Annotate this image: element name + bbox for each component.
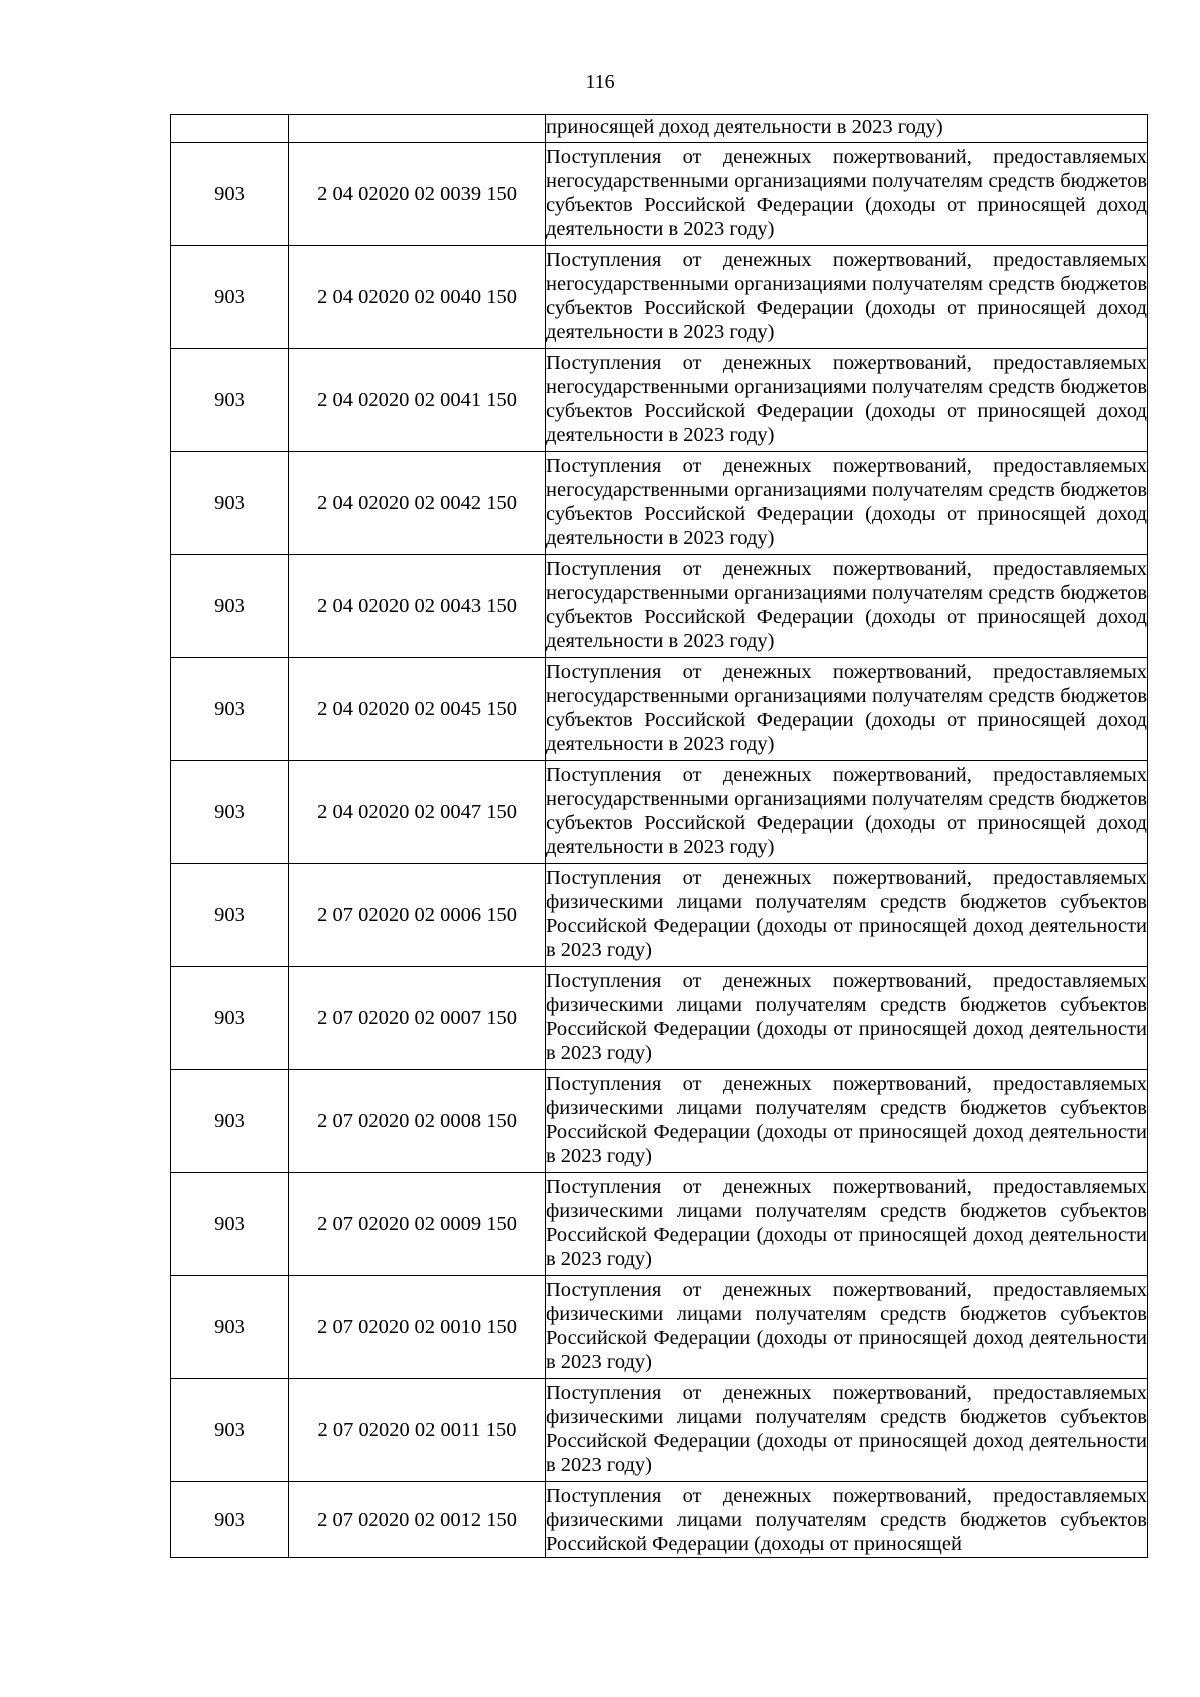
budget-code-cell: 2 04 02020 02 0041 150 xyxy=(289,349,546,452)
description-cell xyxy=(546,1173,1148,1276)
table-row xyxy=(171,452,1148,555)
description-cell xyxy=(546,555,1148,658)
description-text: Поступления от денежных пожертвований, предоставляемых физическими лицами получателям средств бюджетов субъектов Российской Федерации (доходы от приносящей доход деятельности в 2023 году) xyxy=(546,867,1147,961)
budget-code-cell: 2 04 02020 02 0040 150 xyxy=(289,246,546,349)
admin-code-cell: 903 xyxy=(171,1173,289,1276)
budget-code-cell: 2 04 02020 02 0042 150 xyxy=(289,452,546,555)
description-text: Поступления от денежных пожертвований, предоставляемых негосударственными организациями получателям средств бюджетов субъектов Российской Федерации (доходы от приносящей доход деятельности в 2023 году) xyxy=(546,661,1147,755)
budget-code-cell: 2 07 02020 02 0007 150 xyxy=(289,967,546,1070)
admin-code-cell: 903 xyxy=(171,555,289,658)
description-cell xyxy=(546,1276,1148,1379)
admin-code-cell xyxy=(171,115,289,143)
table-row xyxy=(171,1482,1148,1558)
table-row xyxy=(171,143,1148,246)
budget-code-cell: 2 04 02020 02 0045 150 xyxy=(289,658,546,761)
admin-code-cell: 903 xyxy=(171,658,289,761)
admin-code-cell: 903 xyxy=(171,1276,289,1379)
description-text: Поступления от денежных пожертвований, предоставляемых физическими лицами получателям средств бюджетов субъектов Российской Федерации (доходы от приносящей доход деятельности в 2023 году) xyxy=(546,1176,1147,1270)
description-cell xyxy=(546,658,1148,761)
description-text: Поступления от денежных пожертвований, предоставляемых физическими лицами получателям средств бюджетов субъектов Российской Федерации (доходы от приносящей доход деятельности в 2023 году) xyxy=(546,970,1147,1064)
admin-code-cell: 903 xyxy=(171,1379,289,1482)
table-row xyxy=(171,1173,1148,1276)
description-cell xyxy=(546,246,1148,349)
admin-code-cell: 903 xyxy=(171,246,289,349)
admin-code-cell: 903 xyxy=(171,452,289,555)
budget-code-cell: 2 04 02020 02 0039 150 xyxy=(289,143,546,246)
description-cell xyxy=(546,1379,1148,1482)
description-text: Поступления от денежных пожертвований, предоставляемых физическими лицами получателям средств бюджетов субъектов Российской Федерации (доходы от приносящей доход деятельности в 2023 году) xyxy=(546,1279,1147,1373)
description-cell xyxy=(546,864,1148,967)
budget-code-cell: 2 07 02020 02 0010 150 xyxy=(289,1276,546,1379)
description-text: Поступления от денежных пожертвований, предоставляемых негосударственными организациями получателям средств бюджетов субъектов Российской Федерации (доходы от приносящей доход деятельности в 2023 году) xyxy=(546,455,1147,549)
description-cell xyxy=(546,967,1148,1070)
table-row xyxy=(171,115,1148,143)
admin-code-cell: 903 xyxy=(171,864,289,967)
table-row xyxy=(171,1276,1148,1379)
admin-code-cell: 903 xyxy=(171,349,289,452)
table-row xyxy=(171,658,1148,761)
page-number: 116 xyxy=(585,71,615,93)
admin-code-cell: 903 xyxy=(171,761,289,864)
admin-code-cell: 903 xyxy=(171,1482,289,1558)
description-text: Поступления от денежных пожертвований, предоставляемых негосударственными организациями получателям средств бюджетов субъектов Российской Федерации (доходы от приносящей доход деятельности в 2023 году) xyxy=(546,764,1147,858)
admin-code-cell: 903 xyxy=(171,1070,289,1173)
table-row xyxy=(171,864,1148,967)
description-text: Поступления от денежных пожертвований, предоставляемых физическими лицами получателям средств бюджетов субъектов Российской Федерации (доходы от приносящей xyxy=(546,1485,1147,1555)
table-row xyxy=(171,967,1148,1070)
table-row xyxy=(171,555,1148,658)
description-text: Поступления от денежных пожертвований, предоставляемых негосударственными организациями получателям средств бюджетов субъектов Российской Федерации (доходы от приносящей доход деятельности в 2023 году) xyxy=(546,352,1147,446)
description-cell xyxy=(546,1482,1148,1558)
description-cell xyxy=(546,115,1148,143)
description-text: Поступления от денежных пожертвований, предоставляемых негосударственными организациями получателям средств бюджетов субъектов Российской Федерации (доходы от приносящей доход деятельности в 2023 году) xyxy=(546,558,1147,652)
description-text: Поступления от денежных пожертвований, предоставляемых физическими лицами получателям средств бюджетов субъектов Российской Федерации (доходы от приносящей доход деятельности в 2023 году) xyxy=(546,1382,1147,1476)
description-cell xyxy=(546,1070,1148,1173)
admin-code-cell: 903 xyxy=(171,143,289,246)
budget-code-cell: 2 04 02020 02 0047 150 xyxy=(289,761,546,864)
description-text: Поступления от денежных пожертвований, предоставляемых негосударственными организациями получателям средств бюджетов субъектов Российской Федерации (доходы от приносящей доход деятельности в 2023 году) xyxy=(546,249,1147,343)
description-text: приносящей доход деятельности в 2023 году) xyxy=(546,116,943,138)
description-cell xyxy=(546,452,1148,555)
budget-code-cell: 2 07 02020 02 0008 150 xyxy=(289,1070,546,1173)
budget-codes-table xyxy=(170,114,1148,1558)
budget-code-cell: 2 07 02020 02 0011 150 xyxy=(289,1379,546,1482)
table-row xyxy=(171,1379,1148,1482)
budget-code-cell: 2 04 02020 02 0043 150 xyxy=(289,555,546,658)
description-text: Поступления от денежных пожертвований, предоставляемых физическими лицами получателям средств бюджетов субъектов Российской Федерации (доходы от приносящей доход деятельности в 2023 году) xyxy=(546,1073,1147,1167)
table-row xyxy=(171,1070,1148,1173)
description-cell xyxy=(546,349,1148,452)
table-row xyxy=(171,349,1148,452)
description-cell xyxy=(546,761,1148,864)
budget-code-cell: 2 07 02020 02 0006 150 xyxy=(289,864,546,967)
admin-code-cell: 903 xyxy=(171,967,289,1070)
budget-code-cell xyxy=(289,115,546,143)
budget-code-cell: 2 07 02020 02 0009 150 xyxy=(289,1173,546,1276)
table-row xyxy=(171,761,1148,864)
description-cell xyxy=(546,143,1148,246)
description-text: Поступления от денежных пожертвований, предоставляемых негосударственными организациями получателям средств бюджетов субъектов Российской Федерации (доходы от приносящей доход деятельности в 2023 году) xyxy=(546,146,1147,240)
budget-code-cell: 2 07 02020 02 0012 150 xyxy=(289,1482,546,1558)
table-row xyxy=(171,246,1148,349)
